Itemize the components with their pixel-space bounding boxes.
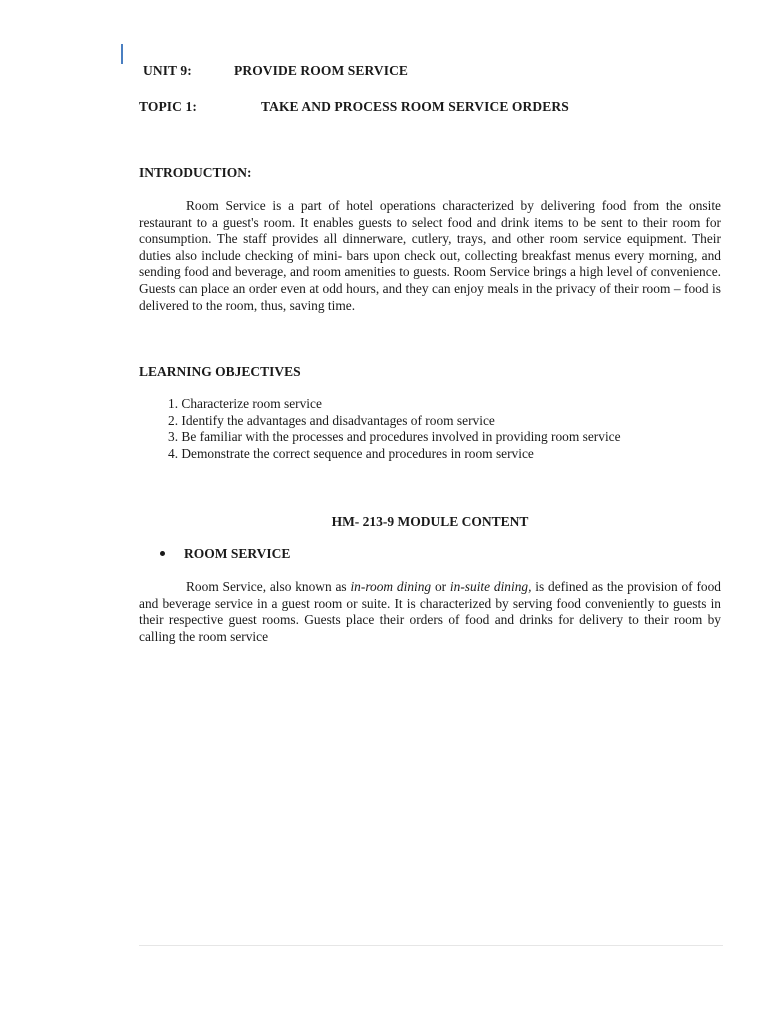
- footer-divider: [139, 945, 723, 946]
- term-in-suite-dining: in-suite dining,: [449, 579, 532, 594]
- text-cursor: [121, 44, 123, 64]
- term-connector: or: [431, 579, 450, 594]
- introduction-paragraph: Room Service is a part of hotel operations characterized by delivering food from the onsite restaurant to a guest's room. It enables guests to select food and drink items to be sent to their room for consumption. The staff provides all dinnerware, cutlery, trays, and other room service equipment. Their duties also include checking of mini- bars upon check out, collecting breakfast menus every morning, and sending food and beverage, and room amenities to guests. Room Service brings a high level of convenience. Guests can place an order even at odd hours, and they can enjoy meals in the privacy of their room – food is delivered to the room, thus, saving time.: [139, 198, 721, 313]
- topic-title: TAKE AND PROCESS ROOM SERVICE ORDERS: [261, 99, 569, 114]
- bullet-icon: [160, 551, 165, 556]
- unit-label: UNIT 9:: [143, 63, 192, 78]
- room-service-text-start: Room Service, also known as: [186, 579, 351, 594]
- unit-title: PROVIDE ROOM SERVICE: [234, 63, 409, 78]
- room-service-bullet: [160, 546, 290, 562]
- objective-item: 3. Be familiar with the processes and procedures involved in providing room service: [168, 429, 621, 445]
- term-in-room-dining: in-room dining: [350, 579, 432, 594]
- objective-item: 4. Demonstrate the correct sequence and procedures in room service: [168, 445, 534, 461]
- introduction-heading: INTRODUCTION:: [139, 165, 252, 180]
- learning-objectives-heading: LEARNING OBJECTIVES: [139, 364, 301, 379]
- objective-item: 2. Identify the advantages and disadvantages of room service: [168, 412, 495, 428]
- room-service-text-end: is defined as the provision of food and beverage service in a guest room or suite. It is characterized by serving food conveniently to guests in their respective guest rooms. Guests place their orders of food and drinks for delivery to their room by calling the room service: [139, 579, 721, 644]
- learning-objectives-list: [168, 396, 668, 462]
- room-service-heading: ROOM SERVICE: [184, 546, 291, 561]
- module-content-title: HM- 213-9 MODULE CONTENT: [331, 514, 529, 529]
- objective-item: 1. Characterize room service: [168, 396, 322, 411]
- room-service-paragraph: [139, 579, 721, 645]
- topic-label: TOPIC 1:: [139, 99, 197, 114]
